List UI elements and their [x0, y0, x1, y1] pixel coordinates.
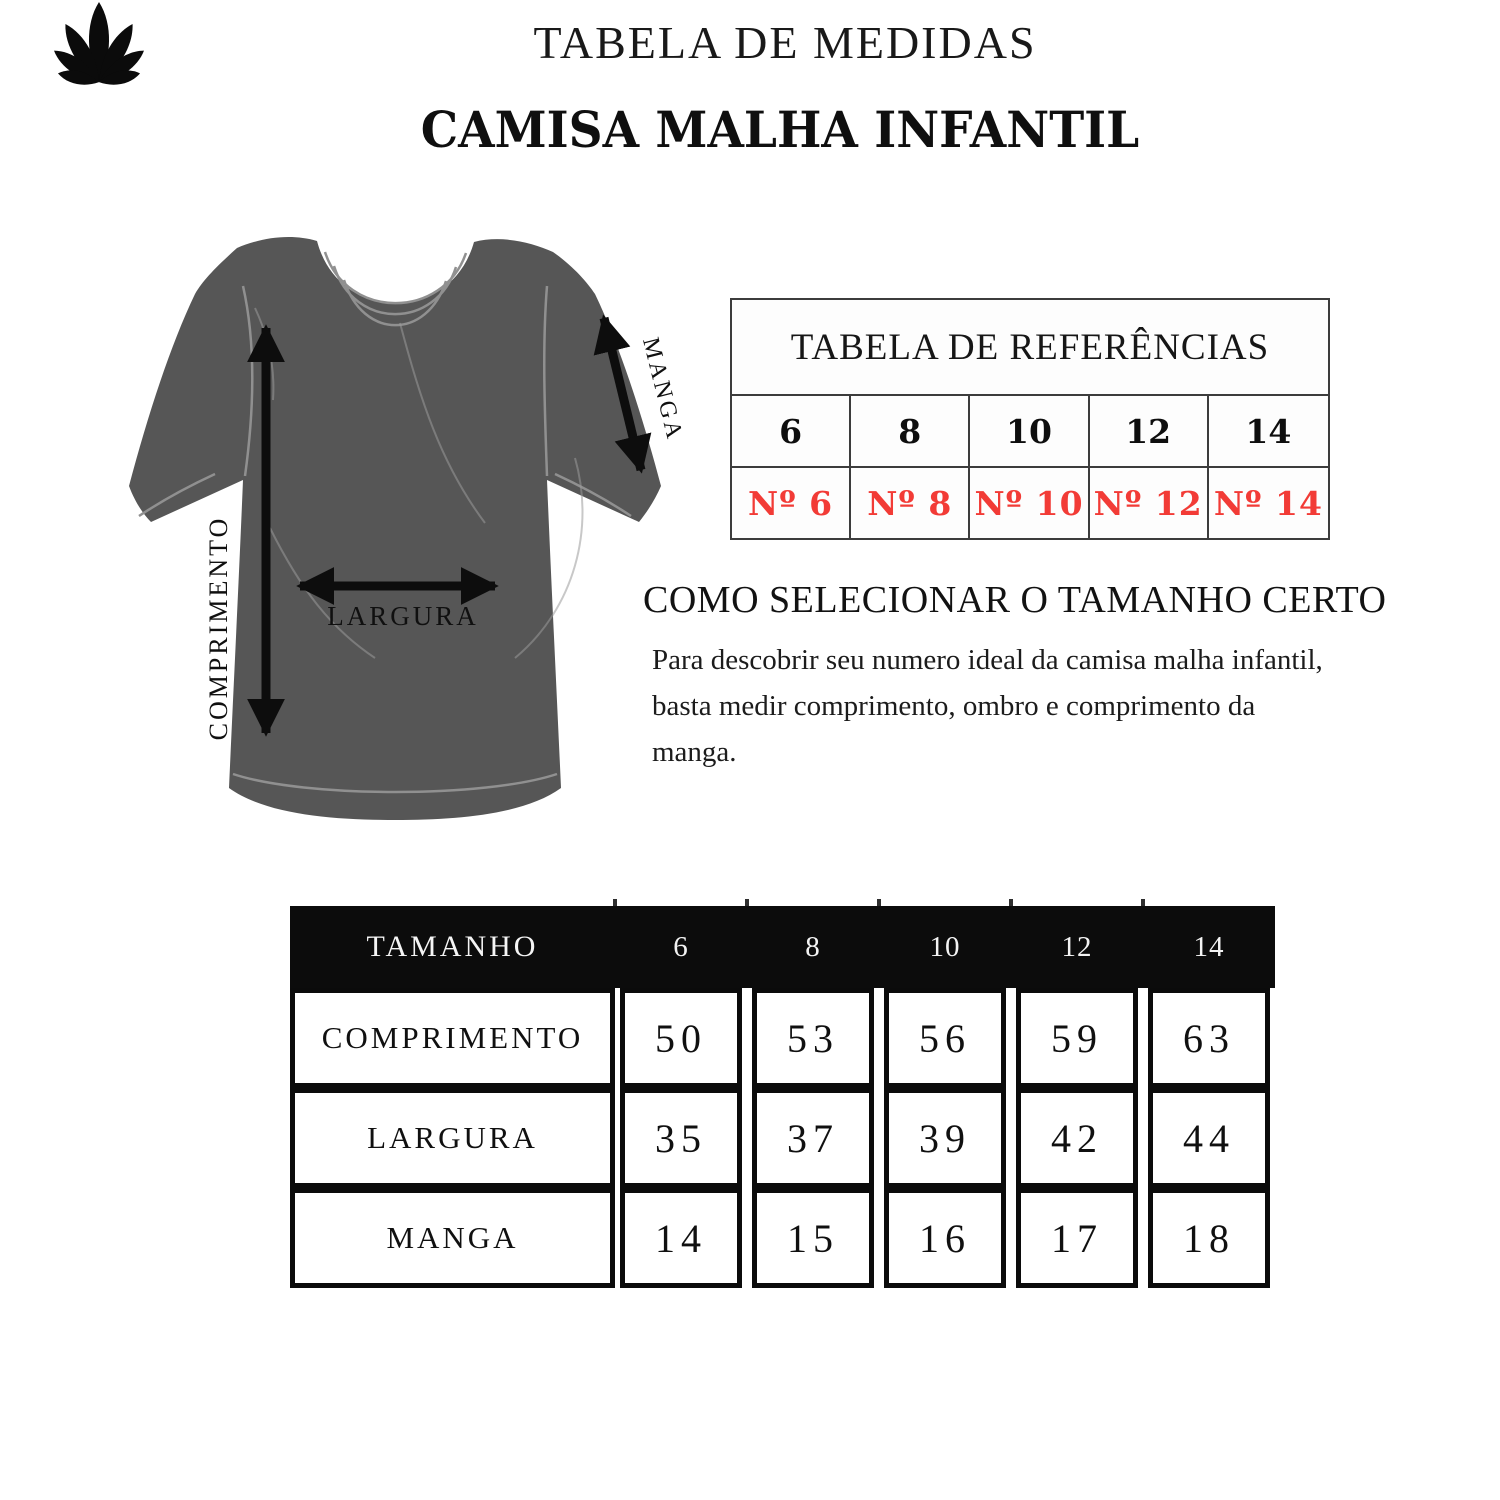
measure-cell: 37: [752, 1088, 874, 1188]
row-label: MANGA: [290, 1188, 615, 1288]
reference-table-title: TABELA DE REFERÊNCIAS: [732, 300, 1328, 396]
reference-size: 8: [851, 396, 970, 468]
reference-number: Nº 8: [851, 468, 970, 538]
size-table-row-manga: [290, 1188, 1275, 1288]
reference-size: 10: [970, 396, 1089, 468]
measure-cell: 35: [620, 1088, 742, 1188]
page-title: TABELA DE MEDIDAS: [533, 17, 1037, 68]
howto-paragraph: Para descobrir seu numero ideal da camisa malha infantil, basta medir comprimento, ombro e comprimento da manga.: [652, 644, 1323, 768]
row-label: LARGURA: [290, 1088, 615, 1188]
reference-size: 6: [732, 396, 851, 468]
measure-cell: 44: [1148, 1088, 1270, 1188]
size-table-row-largura: [290, 1088, 1275, 1188]
reference-number: Nº 10: [970, 468, 1089, 538]
header-label-tamanho: TAMANHO: [366, 930, 539, 963]
size-table: [290, 906, 1275, 1288]
measure-cell: 56: [884, 988, 1006, 1088]
measure-cell: 42: [1016, 1088, 1138, 1188]
page-subtitle: CAMISA MALHA INFANTIL: [420, 100, 1140, 159]
header-size: 12: [1061, 930, 1093, 963]
header-size: 14: [1193, 930, 1225, 963]
reference-number: Nº 14: [1213, 483, 1323, 523]
measure-cell: 16: [884, 1188, 1006, 1288]
row-label: COMPRIMENTO: [290, 988, 615, 1088]
size-table-header: [290, 906, 1275, 988]
header-size: 6: [673, 930, 689, 963]
measure-cell: 17: [1016, 1188, 1138, 1288]
reference-number: Nº 6: [732, 468, 851, 538]
measure-cell: 15: [752, 1188, 874, 1288]
header-size: 10: [929, 930, 961, 963]
tshirt-diagram: [95, 228, 675, 828]
sleeve-label: MANGA: [637, 334, 688, 444]
howto-heading: COMO SELECIONAR O TAMANHO CERTO: [643, 579, 1387, 621]
reference-number: Nº 12: [1090, 468, 1209, 538]
measure-cell: 39: [884, 1088, 1006, 1188]
size-table-row-comprimento: [290, 988, 1275, 1088]
measure-cell: 50: [620, 988, 742, 1088]
measure-cell: 53: [752, 988, 874, 1088]
reference-table: [730, 298, 1330, 540]
lotus-flower-icon: [40, 0, 158, 88]
reference-size: 12: [1090, 396, 1209, 468]
measure-cell: 63: [1148, 988, 1270, 1088]
header-size: 8: [805, 930, 821, 963]
width-label: LARGURA: [327, 601, 479, 631]
measure-cell: 14: [620, 1188, 742, 1288]
measure-cell: 59: [1016, 988, 1138, 1088]
measure-cell: 18: [1148, 1188, 1270, 1288]
length-label: COMPRIMENTO: [204, 515, 233, 741]
reference-size: 14: [1209, 396, 1328, 468]
